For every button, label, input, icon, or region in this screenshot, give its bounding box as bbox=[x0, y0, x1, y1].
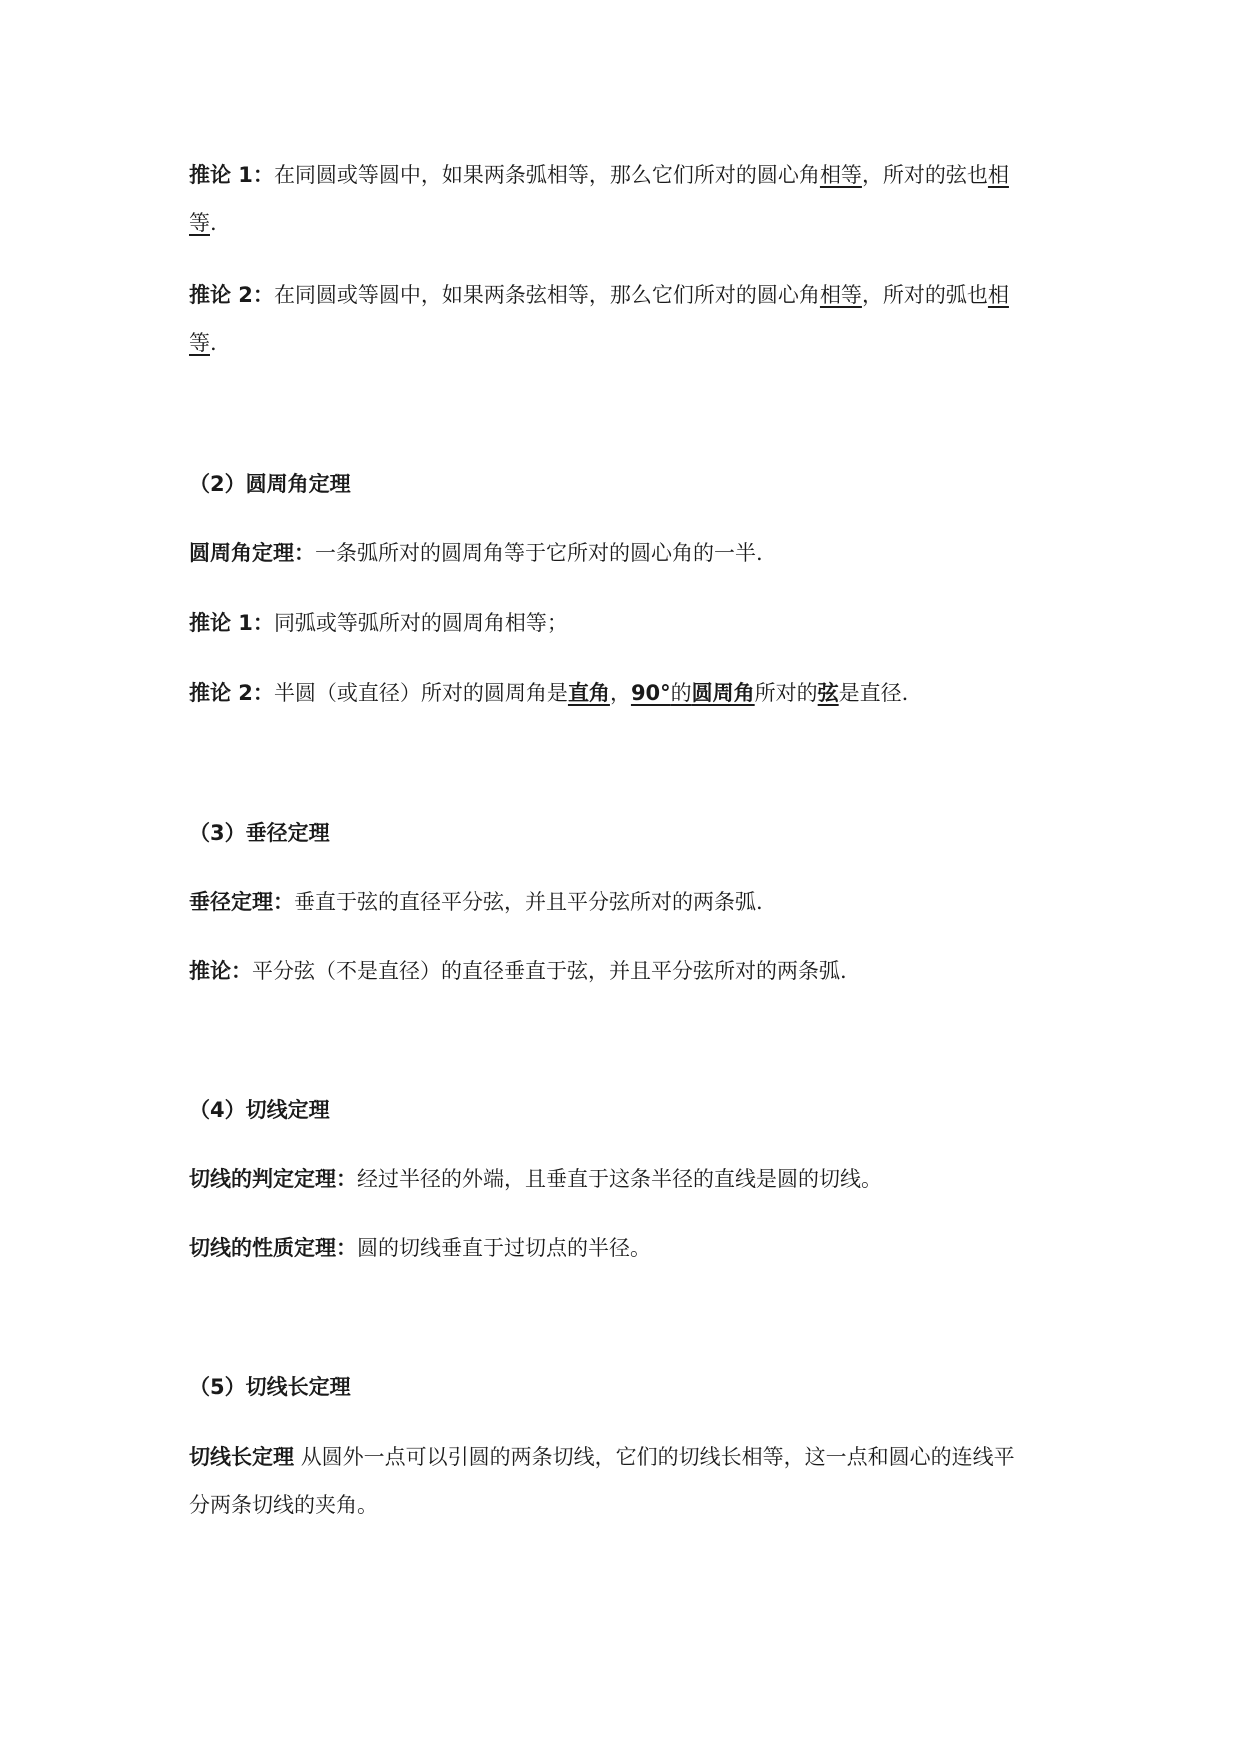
corollary-1-line-1 bbox=[189, 160, 1009, 190]
inscribed-angle-label: 圆周角定理： bbox=[189, 541, 315, 565]
tangent-length-label: 切线长定理 bbox=[189, 1445, 294, 1469]
ninety-degree-term: 90° bbox=[630, 681, 671, 705]
tangent-judgment-text: 经过半径的外端，且垂直于这条半径的直线是圆的切线。 bbox=[357, 1167, 882, 1191]
inscribed-corollary-2-label: 推论 2： bbox=[189, 681, 274, 705]
tangent-length-text-1: 从圆外一点可以引圆的两条切线，它们的切线长相等，这一点和圆心的连线平 bbox=[300, 1445, 1015, 1469]
inscribed-corollary-2 bbox=[189, 678, 908, 708]
tangent-judgment-label: 切线的判定定理： bbox=[189, 1167, 357, 1191]
tangent-length-theorem-line-1 bbox=[189, 1442, 1015, 1472]
inscribed-corollary-2-comma: ， bbox=[609, 681, 631, 705]
chord-term: 弦 bbox=[817, 681, 839, 705]
section-3-title: （3）垂径定理 bbox=[189, 821, 330, 845]
inscribed-corollary-2-text-5: 是直径. bbox=[838, 681, 909, 705]
corollary-2-text: 在同圆或等圆中，如果两条弦相等，那么它们所对的圆心角 bbox=[273, 283, 820, 307]
perpendicular-diameter-text: 垂直于弦的直径平分弦，并且平分弦所对的两条弧. bbox=[294, 890, 763, 914]
perpendicular-corollary-text: 平分弦（不是直径）的直径垂直于弦，并且平分弦所对的两条弧. bbox=[252, 959, 847, 983]
tangent-length-text-2: 分两条切线的夹角。 bbox=[189, 1493, 378, 1517]
inscribed-angle-term: 圆周角 bbox=[691, 681, 755, 705]
inscribed-corollary-2-text-1: 半圆（或直径）所对的圆周角是 bbox=[273, 681, 568, 705]
perpendicular-diameter-corollary bbox=[189, 956, 847, 986]
perpendicular-corollary-label: 推论： bbox=[189, 959, 252, 983]
inscribed-corollary-1 bbox=[189, 608, 568, 638]
section-4-title: （4）切线定理 bbox=[189, 1098, 330, 1122]
corollary-2-underline-2a: 相 bbox=[987, 283, 1009, 307]
corollary-1-line-2 bbox=[189, 208, 217, 238]
corollary-1-mid: ，所对的弦也 bbox=[861, 163, 988, 187]
corollary-1-end: . bbox=[210, 211, 217, 235]
inscribed-angle-text: 一条弧所对的圆周角等于它所对的圆心角的一半. bbox=[315, 541, 763, 565]
corollary-1-underline-2a: 相 bbox=[987, 163, 1009, 187]
section-2-title: （2）圆周角定理 bbox=[189, 472, 351, 496]
corollary-2-mid: ，所对的弧也 bbox=[861, 283, 988, 307]
inscribed-corollary-1-label: 推论 1： bbox=[189, 611, 274, 635]
tangent-property-label: 切线的性质定理： bbox=[189, 1236, 357, 1260]
perpendicular-diameter-label: 垂径定理： bbox=[189, 890, 294, 914]
tangent-property-theorem bbox=[189, 1233, 651, 1263]
section-5-title: （5）切线长定理 bbox=[189, 1375, 351, 1399]
inscribed-corollary-2-de: 的 bbox=[670, 681, 692, 705]
corollary-2-label: 推论 2： bbox=[189, 283, 274, 307]
inscribed-angle-theorem bbox=[189, 538, 763, 568]
corollary-2-underline-2b: 等 bbox=[189, 331, 210, 355]
corollary-1-text: 在同圆或等圆中，如果两条弧相等，那么它们所对的圆心角 bbox=[273, 163, 820, 187]
inscribed-corollary-1-text: 同弧或等弧所对的圆周角相等； bbox=[273, 611, 568, 635]
corollary-2-underline-1: 相等 bbox=[819, 283, 862, 307]
tangent-length-theorem-line-2 bbox=[189, 1490, 378, 1520]
corollary-1-label: 推论 1： bbox=[189, 163, 274, 187]
right-angle-term: 直角 bbox=[567, 681, 610, 705]
corollary-2-line-2 bbox=[189, 328, 217, 358]
corollary-1-underline-1: 相等 bbox=[819, 163, 862, 187]
corollary-1-underline-2b: 等 bbox=[189, 211, 210, 235]
corollary-2-end: . bbox=[210, 331, 217, 355]
tangent-judgment-theorem bbox=[189, 1164, 882, 1194]
tangent-property-text: 圆的切线垂直于过切点的半径。 bbox=[357, 1236, 651, 1260]
inscribed-corollary-2-text-4: 所对的 bbox=[754, 681, 818, 705]
corollary-2-line-1 bbox=[189, 280, 1009, 310]
perpendicular-diameter-theorem bbox=[189, 887, 763, 917]
